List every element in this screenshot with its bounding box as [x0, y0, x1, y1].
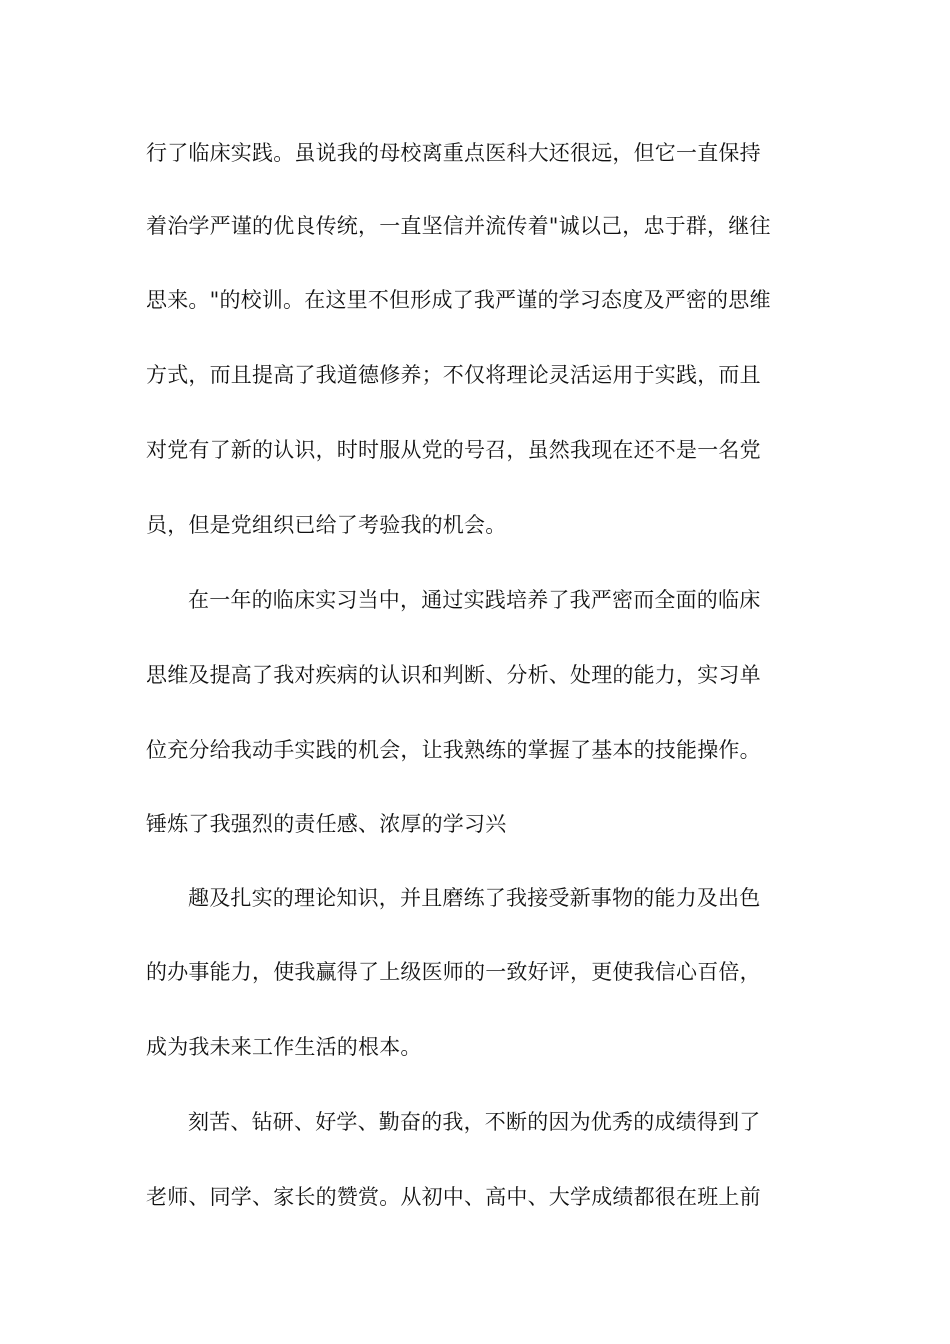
text-line: 方式，而且提高了我道德修养；不仅将理论灵活运用于实践，而且 [146, 363, 761, 387]
text-line: 思维及提高了我对疾病的认识和判断、分析、处理的能力，实习单 [146, 663, 761, 687]
text-line: 趣及扎实的理论知识，并且磨练了我接受新事物的能力及出色 [188, 886, 761, 910]
text-line: 行了临床实践。虽说我的母校离重点医科大还很远，但它一直保持 [146, 141, 761, 165]
text-line: 老师、同学、家长的赞赏。从初中、高中、大学成绩都很在班上前 [146, 1185, 761, 1209]
text-line: 刻苦、钻研、好学、勤奋的我，不断的因为优秀的成绩得到了 [188, 1110, 761, 1134]
text-line: 对党有了新的认识，时时服从党的号召，虽然我现在还不是一名党 [146, 438, 761, 462]
text-line: 锤炼了我强烈的责任感、浓厚的学习兴 [146, 812, 507, 836]
text-line: 着治学严谨的优良传统，一直坚信并流传着"诚以己，忠于群，继往 [146, 214, 771, 238]
text-line: 思来。"的校训。在这里不但形成了我严谨的学习态度及严密的思维 [146, 288, 771, 312]
text-line: 在一年的临床实习当中，通过实践培养了我严密而全面的临床 [188, 588, 761, 612]
text-line: 成为我未来工作生活的根本。 [146, 1035, 422, 1059]
text-line: 的办事能力，使我赢得了上级医师的一致好评，更使我信心百倍， [146, 960, 761, 984]
text-line: 员，但是党组织已给了考验我的机会。 [146, 513, 507, 537]
text-line: 位充分给我动手实践的机会，让我熟练的掌握了基本的技能操作。 [146, 738, 761, 762]
